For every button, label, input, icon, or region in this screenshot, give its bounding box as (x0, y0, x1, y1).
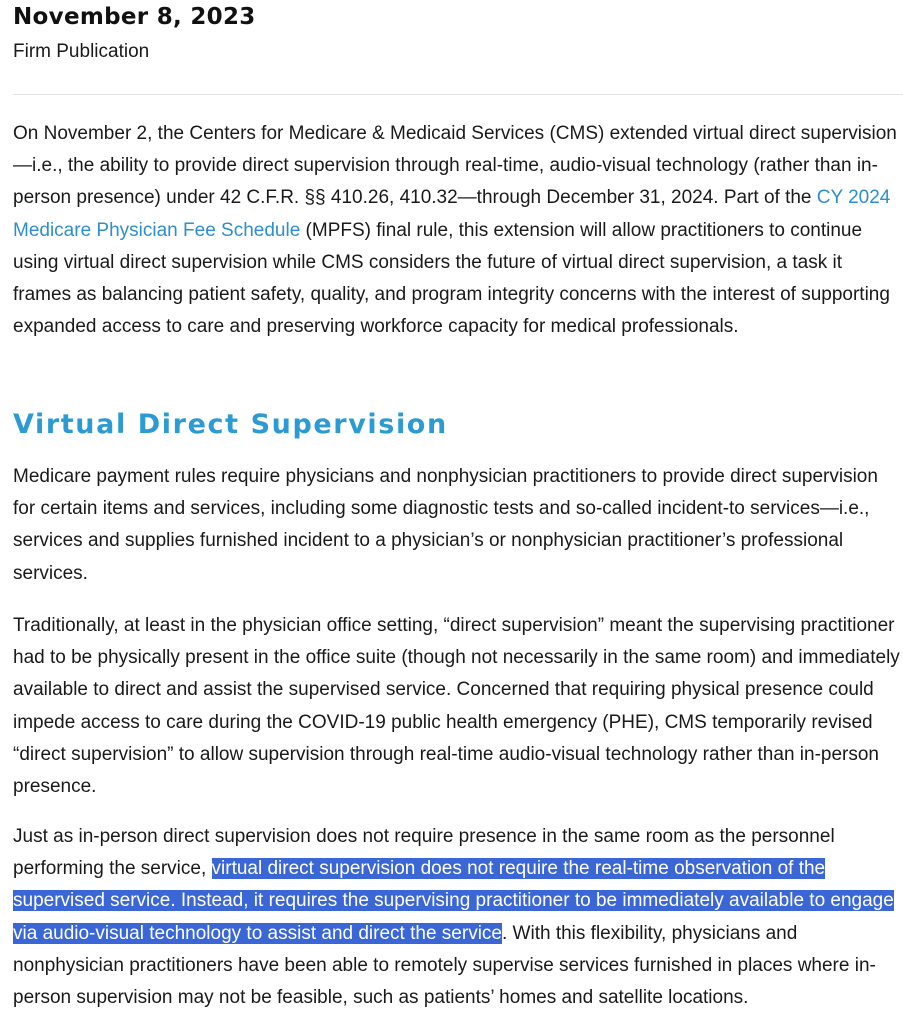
p4-text-end: . With this flexibility, physicians and nonphysician practitioners have been able to remotely supervise services furnished in places where in-person supervision may not be feasible, such as patients’ homes and satellite locations. (13, 922, 876, 1009)
paragraph-traditional-supervision: Traditionally, at least in the physician office setting, “direct supervision” meant the supervising practitioner had to be physically present in the office suite (though not necessarily in the same room) and immediately available to direct and assist the supervised service. Concerned that requiring physical presence could impede access to care during the COVID-19 public health emergency (PHE), CMS temporarily revised “direct supervision” to allow supervision through real-time audio-visual technology rather than in-person presence. (13, 615, 900, 798)
intro-paragraph (13, 118, 903, 343)
publication-date: November 8, 2023 (13, 4, 256, 30)
intro-text-start: On November 2, the Centers for Medicare & Medicaid Services (CMS) extended virtual direct supervision—i.e., the ability to provide direct supervision through real-time, audio-visual technology (rather than in-person presence) under 42 C.F.R. §§ 410.26, 410.32—through December 31, 2024. Part of the (13, 123, 897, 209)
p4-text-start: Just as in-person direct supervision does not require presence in the same room as the personnel performing the service, (13, 826, 835, 880)
paragraph-payment-rules: Medicare payment rules require physicians and nonphysician practitioners to provide direct supervision for certain items and services, including some diagnostic tests and so-called incident-to services—i.e., services and supplies furnished incident to a physician’s or nonphysician practitioner’s professional services. (13, 466, 878, 584)
divider (13, 94, 903, 95)
intro-text-end: (MPFS) final rule, this extension will allow practitioners to continue using virtual direct supervision while CMS considers the future of virtual direct supervision, a task it frames as balancing patient safety, quality, and program integrity concerns with the interest of supporting expanded access to care and preserving workforce capacity for medical professionals. (13, 219, 890, 338)
section-heading: Virtual Direct Supervision (13, 409, 448, 440)
mpfs-final-rule-link[interactable]: CY 2024 Medicare Physician Fee Schedule (13, 187, 891, 241)
paragraph-virtual-supervision (13, 821, 903, 1014)
selected-text[interactable]: virtual direct supervision does not require the real-time observation of the supervised service. Instead, it requires the supervising practitioner to be immediately available to engage via audio-visual technology to assist and direct the service (13, 858, 894, 944)
publication-type: Firm Publication (13, 41, 150, 62)
